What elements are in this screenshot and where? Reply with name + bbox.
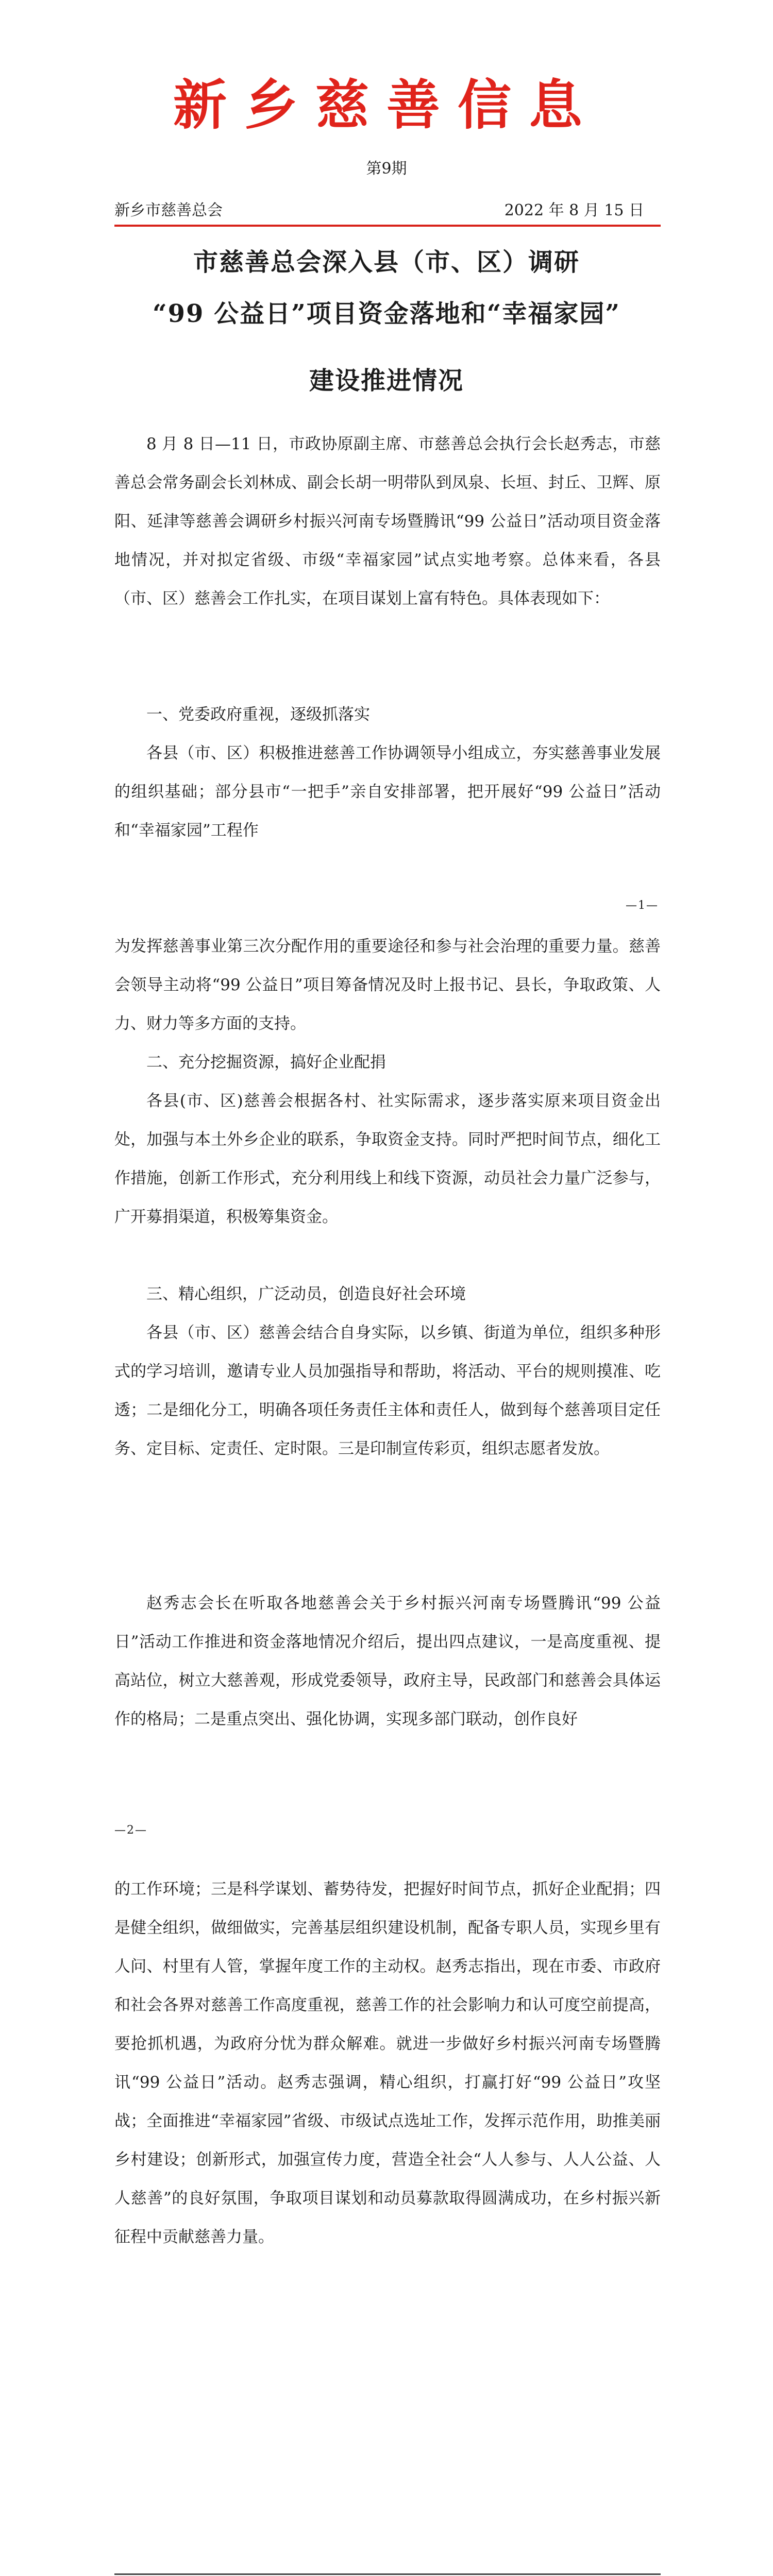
article-title-line-2: “99 公益日”项目资金落地和“幸福家园” (153, 299, 620, 328)
publish-date: 2022 年 8 月 15 日 (504, 201, 644, 219)
page-number-1: —1— (626, 899, 659, 912)
footer-divider-top (114, 2573, 661, 2575)
paragraph-summary-continued: 的工作环境；三是科学谋划、蓄势待发，把握好时间节点，抓好企业配捐；四是健全组织，做细做实，完善基层组织建设机制，配备专职人员，实现乡里有人问、村里有人管，掌握年度工作的主动权。赵秀志指出，现在市委、市政府和社会各界对慈善工作高度重视，慈善工作的社会影响力和认可度空前提高，要抢抓机遇，为政府分忧为群众解难。就进一步做好乡村振兴河南专场暨腾讯“99 公益日”活动。赵秀志强调，精心组织，打赢打好“99 公益日”攻坚战；全面推进“幸福家园”省级、市级试点选址工作，发挥示范作用，助推美丽乡村建设；创新形式，加强宣传力度，营造全社会“人人参与、人人公益、人人慈善”的良好氛围，争取项目谋划和动员募款取得圆满成功，在乡村振兴新征程中贡献慈善力量。 (114, 1880, 661, 2246)
section-heading-1: 一、党委政府重视，逐级抓落实 (146, 705, 370, 724)
page-number-2: —2— (114, 1824, 147, 1837)
publisher: 新乡市慈善总会 (114, 201, 223, 219)
masthead-title: 新乡慈善信息 (173, 74, 600, 137)
paragraph-section-2: 各县(市、区)慈善会根据各村、社实际需求，逐步落实原来项目资金出处，加强与本土外乡企业的联系，争取资金支持。同时严把时间节点，细化工作措施，创新工作形式，充分利用线上和线下资源，动员社会力量广泛参与，广开募捐渠道，积极筹集资金。 (114, 1092, 661, 1226)
article-title-line-1: 市慈善总会深入县（市、区）调研 (193, 248, 580, 277)
article-title-line-3: 建设推进情况 (309, 366, 464, 395)
section-heading-3: 三、精心组织，广泛动员，创造良好社会环境 (146, 1285, 466, 1303)
paragraph-section-3: 各县（市、区）慈善会结合自身实际，以乡镇、街道为单位，组织多种形式的学习培训，邀请专业人员加强指导和帮助，将活动、平台的规则摸准、吃透；二是细化分工，明确各项任务责任主体和责任人，做到每个慈善项目定任务、定目标、定责任、定时限。三是印制宣传彩页，组织志愿者发放。 (114, 1324, 661, 1458)
paragraph-section-1: 各县（市、区）积极推进慈善工作协调领导小组成立，夯实慈善事业发展的组织基础；部分县市“一把手”亲自安排部署，把开展好“99 公益日”活动和“幸福家园”工程作 (114, 744, 661, 840)
section-heading-2: 二、充分挖掘资源，搞好企业配捐 (146, 1053, 386, 1072)
paragraph-section-1-continued: 为发挥慈善事业第三次分配作用的重要途径和参与社会治理的重要力量。慈善会领导主动将“99 公益日”项目筹备情况及时上报书记、县长，争取政策、人力、财力等多方面的支持。 (114, 937, 661, 1033)
paragraph-intro: 8 月 8 日—11 日，市政协原副主席、市慈善总会执行会长赵秀志，市慈善总会常务副会长刘林成、副会长胡一明带队到凤泉、长垣、封丘、卫辉、原阳、延津等慈善会调研乡村振兴河南专场暨腾讯“99 公益日”活动项目资金落地情况，并对拟定省级、市级“幸福家园”试点实地考察。总体来看，各县（市、区）慈善会工作扎实，在项目谋划上富有特色。具体表现如下： (114, 435, 661, 608)
issue-number: 第9期 (366, 160, 407, 178)
paragraph-summary: 赵秀志会长在听取各地慈善会关于乡村振兴河南专场暨腾讯“99 公益日”活动工作推进和资金落地情况介绍后，提出四点建议，一是高度重视、提高站位，树立大慈善观，形成党委领导，政府主导，民政部门和慈善会具体运作的格局；二是重点突出、强化协调，实现多部门联动，创作良好 (114, 1594, 661, 1728)
header-divider (114, 225, 661, 227)
